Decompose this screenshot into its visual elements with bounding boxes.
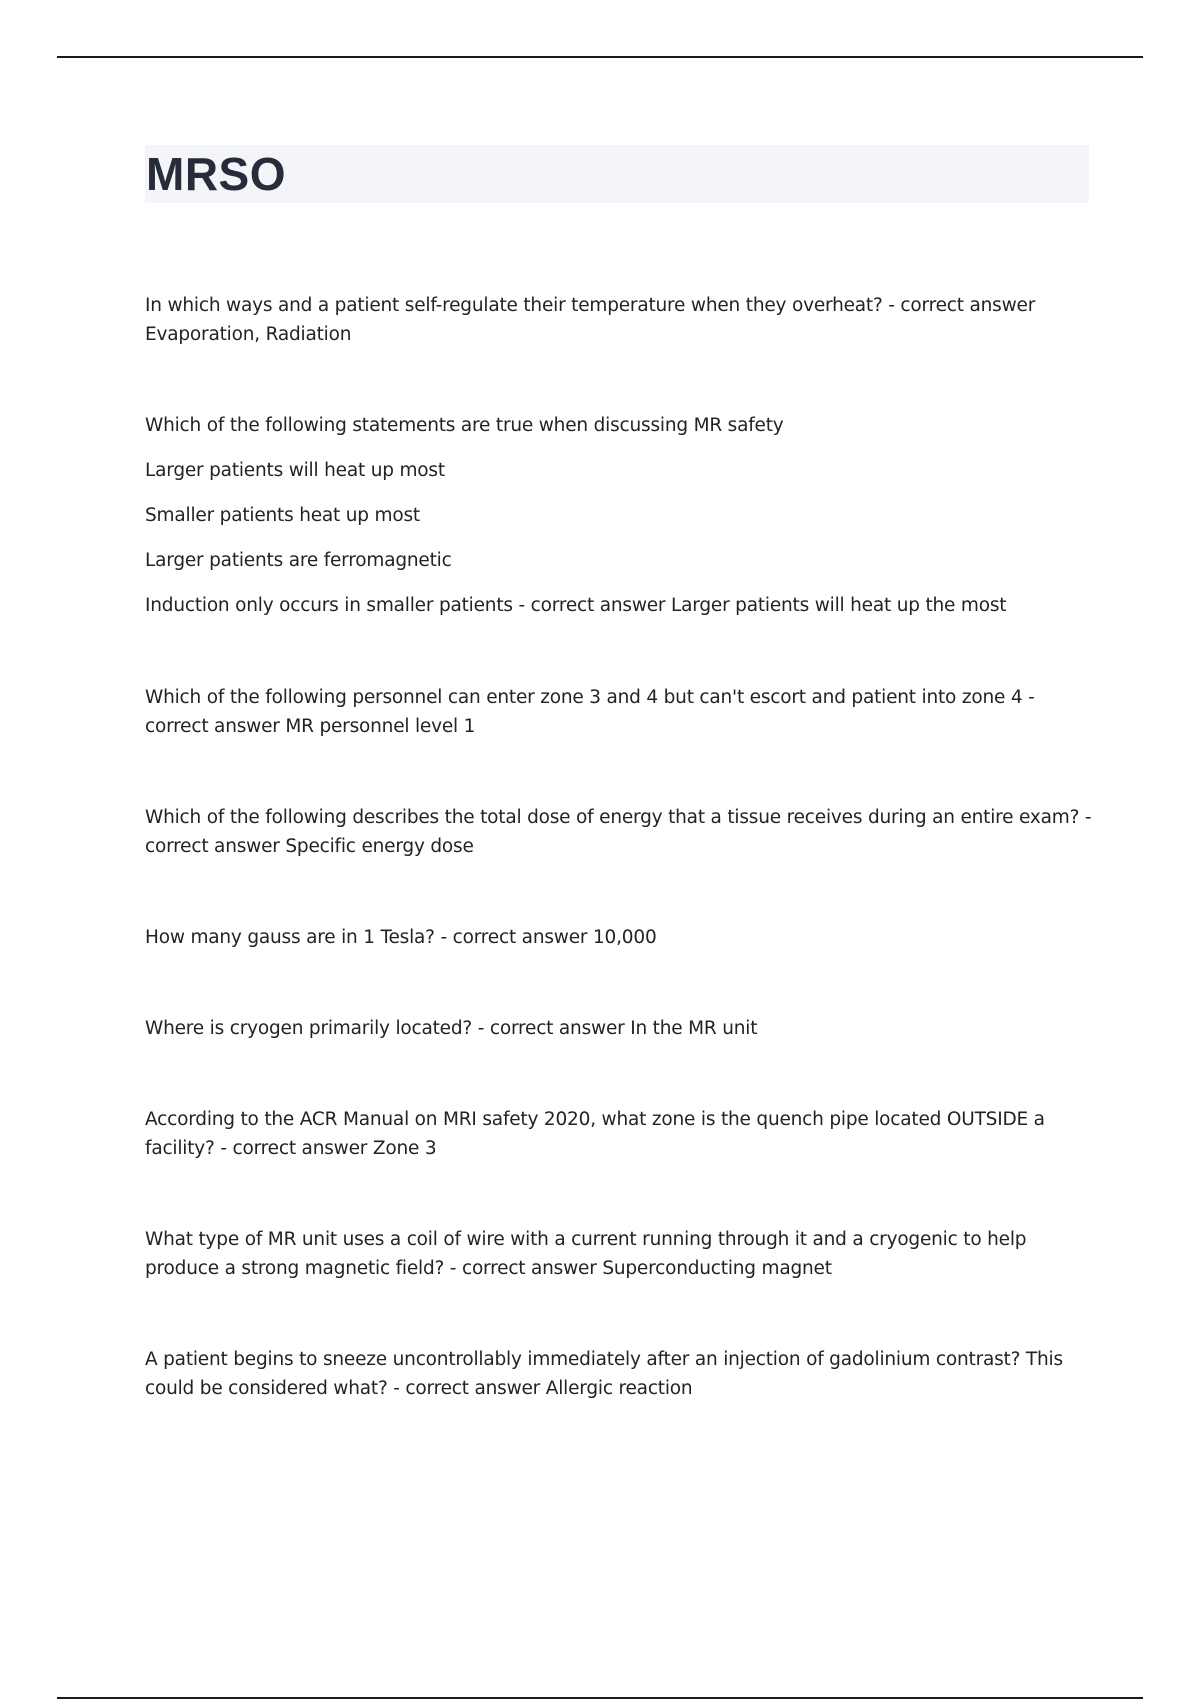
question-text: In which ways and a patient self-regulate their temperature when they overheat? - correct answer Evaporation, Radiation: [145, 295, 1036, 345]
question-block: [145, 1105, 1095, 1163]
question-block: [145, 1345, 1095, 1403]
question-text: How many gauss are in 1 Tesla? - correct answer 10,000: [145, 927, 657, 948]
answer-option: Larger patients are ferromagnetic: [145, 550, 452, 571]
question-block: [145, 683, 1095, 741]
page-title: MRSO: [146, 148, 286, 200]
question-block: [145, 923, 1095, 952]
question-block: [145, 291, 1095, 349]
question-block: [145, 411, 1095, 620]
top-divider: [57, 56, 1143, 58]
question-text: Which of the following describes the total dose of energy that a tissue receives during an entire exam? - correct answer Specific energy dose: [145, 807, 1092, 857]
question-block: [145, 1225, 1095, 1283]
question-text: Which of the following personnel can enter zone 3 and 4 but can't escort and patient into zone 4 - correct answer MR personnel level 1: [145, 687, 1035, 737]
question-text: A patient begins to sneeze uncontrollably immediately after an injection of gadolinium contrast? This could be considered what? - correct answer Allergic reaction: [145, 1349, 1063, 1399]
title-band: [145, 145, 1089, 203]
bottom-divider: [57, 1697, 1143, 1699]
question-text: Which of the following statements are true when discussing MR safety: [145, 415, 784, 436]
question-block: [145, 1014, 1095, 1043]
question-block: [145, 803, 1095, 861]
answer-option: Induction only occurs in smaller patients - correct answer Larger patients will heat up the most: [145, 595, 1007, 616]
question-text: According to the ACR Manual on MRI safety 2020, what zone is the quench pipe located OUTSIDE a facility? - correct answer Zone 3: [145, 1109, 1045, 1159]
answer-option: Smaller patients heat up most: [145, 505, 420, 526]
answer-option: Larger patients will heat up most: [145, 460, 445, 481]
question-text: What type of MR unit uses a coil of wire with a current running through it and a cryogenic to help produce a strong magnetic field? - correct answer Superconducting magnet: [145, 1229, 1027, 1279]
question-text: Where is cryogen primarily located? - correct answer In the MR unit: [145, 1018, 758, 1039]
